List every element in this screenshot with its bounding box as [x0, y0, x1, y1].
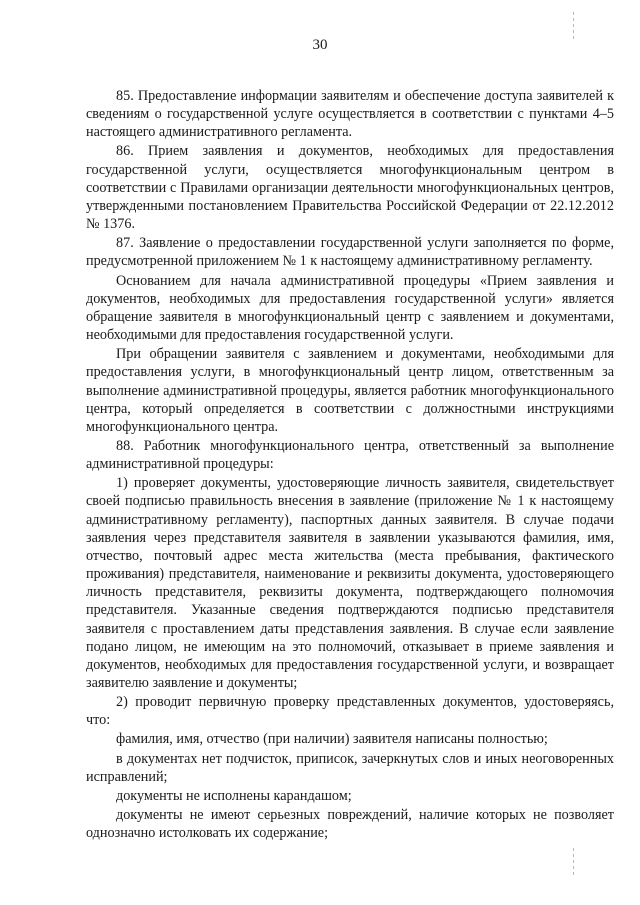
- list-item-1: 1) проверяет документы, удостоверяющие личность заявителя, свидетельствует своей подписью правильность внесения в заявление (приложение № 1 к настоящему административному регламенту), паспортных данных заявителя. В случае подачи заявления через представителя заявителя в заявлении указываются фамилия, имя, отчество, почтовый адрес места жительства (места пребывания, фактического проживания) представителя, наименование и реквизиты документа, удостоверяющего личность представителя, реквизиты документа, подтверждающего полномочия представителя. Указанные сведения подтверждаются подписью представителя заявителя с проставлением даты представления заявления. В случае если заявление подано лицом, не имеющим на это полномочий, отказывает в приеме заявления и документов, необходимых для предоставления государственной услуги, и возвращает заявителю заявление и документы;: [86, 475, 614, 691]
- check-item-corrections: в документах нет подчисток, приписок, зачеркнутых слов и иных неоговоренных исправлений;: [86, 750, 614, 785]
- page-number: 30: [312, 37, 328, 53]
- check-item-pencil: документы не исполнены карандашом;: [116, 787, 352, 804]
- paragraph-responsible-person: При обращении заявителя с заявлением и документами, необходимыми для предоставления услуги, в многофункциональный центр лицом, ответственным за выполнение административной процедуры, является работник многофункционального центра, который определяется в соответствии с должностными инструкциями многофункционального центра.: [86, 346, 614, 435]
- document-body: [86, 87, 614, 843]
- paragraph-87: 87. Заявление о предоставлении государственной услуги заполняется по форме, предусмотренной приложением № 1 к настоящему административному регламенту.: [86, 235, 614, 270]
- paragraph-procedure-basis: Основанием для начала административной процедуры «Прием заявления и документов, необходимых для предоставления государственной услуги» является обращение заявителя в многофункциональный центр с заявлением и документами, необходимыми для предоставления государственной услуги.: [86, 272, 614, 344]
- list-item-2: 2) проводит первичную проверку представленных документов, удостоверяясь, что:: [86, 694, 614, 729]
- paragraph-88: 88. Работник многофункционального центра, ответственный за выполнение административной процедуры:: [86, 437, 614, 473]
- paragraph-85: 85. Предоставление информации заявителям и обеспечение доступа заявителей к сведениям о государственной услуге осуществляется в соответствии с пунктами 4–5 настоящего административного регламента.: [86, 88, 614, 141]
- scan-margin-dots-bottom: [573, 848, 575, 878]
- paragraph-86: 86. Прием заявления и документов, необходимых для предоставления государственной услуги, осуществляется многофункциональным центром в соответствии с Правилами организации деятельности многофункциональных центров, утвержденными постановлением Правительства Российской Федерации от 22.12.2012 № 1376.: [86, 143, 614, 233]
- check-item-name: фамилия, имя, отчество (при наличии) заявителя написаны полностью;: [116, 731, 548, 748]
- check-item-damage: документы не имеют серьезных повреждений, наличие которых не позволяет однозначно истолковать их содержание;: [86, 807, 614, 842]
